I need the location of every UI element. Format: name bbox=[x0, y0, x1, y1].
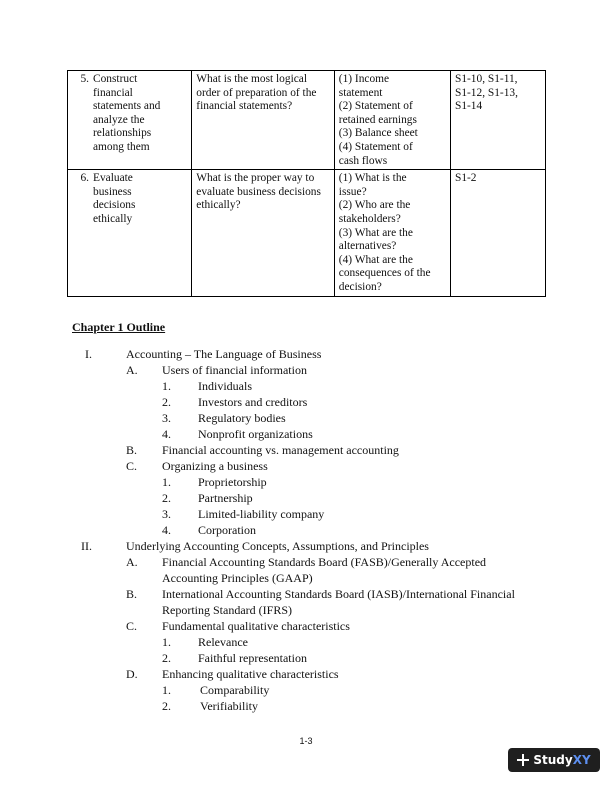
answer-cell bbox=[334, 170, 450, 296]
chapter-outline bbox=[0, 346, 612, 714]
outline-item bbox=[0, 602, 612, 618]
outline-marker: 2. bbox=[162, 395, 171, 409]
outline-marker: 4. bbox=[162, 427, 171, 441]
exercise-cell bbox=[450, 71, 545, 170]
outline-item bbox=[0, 650, 612, 666]
objective-line: relationships bbox=[93, 127, 152, 140]
outline-marker: C. bbox=[126, 619, 138, 633]
answer-line: cash flows bbox=[338, 154, 388, 167]
outline-item bbox=[0, 394, 612, 410]
outline-item bbox=[0, 506, 612, 522]
outline-marker: 2. bbox=[162, 699, 171, 713]
outline-marker: 3. bbox=[162, 411, 171, 425]
outline-item bbox=[0, 410, 612, 426]
exercise-line: S1-10, S1-11, bbox=[454, 73, 518, 85]
page-number: 1-3 bbox=[299, 736, 313, 746]
objective-line: statements and bbox=[93, 100, 161, 113]
objective-number: 5. bbox=[80, 73, 89, 85]
outline-marker: 1. bbox=[162, 379, 171, 393]
objective-number: 6. bbox=[80, 172, 89, 185]
outline-item bbox=[0, 538, 612, 554]
learning-objectives-table bbox=[67, 70, 546, 297]
question-line: What is the most logical bbox=[196, 73, 308, 85]
outline-item bbox=[0, 346, 612, 362]
table-row bbox=[68, 170, 546, 296]
outline-text: International Accounting Standards Board (IASB)/International Financial bbox=[162, 587, 515, 601]
outline-marker: 4. bbox=[162, 523, 171, 537]
outline-item bbox=[0, 586, 612, 602]
question-cell bbox=[192, 170, 334, 296]
objective-line: Construct bbox=[93, 73, 138, 85]
outline-item bbox=[0, 362, 612, 378]
outline-text: Enhancing qualitative characteristics bbox=[162, 667, 339, 681]
objective-line: business bbox=[93, 185, 132, 198]
outline-item bbox=[0, 634, 612, 650]
answer-line: issue? bbox=[338, 185, 367, 198]
question-cell bbox=[192, 71, 334, 170]
outline-text: Comparability bbox=[200, 683, 270, 697]
studyxy-badge[interactable] bbox=[508, 748, 600, 772]
question-line: What is the proper way to bbox=[196, 172, 315, 185]
outline-text: Accounting – The Language of Business bbox=[126, 347, 322, 361]
plus-icon bbox=[517, 754, 529, 766]
objective-line: among them bbox=[93, 140, 150, 153]
outline-marker: B. bbox=[126, 587, 138, 601]
answer-line: (3) What are the bbox=[338, 226, 413, 239]
outline-text: Partnership bbox=[198, 491, 253, 505]
outline-text: Users of financial information bbox=[162, 363, 307, 377]
outline-marker: A. bbox=[126, 555, 138, 569]
outline-text: Fundamental qualitative characteristics bbox=[162, 619, 350, 633]
chapter-outline-heading: Chapter 1 Outline bbox=[72, 320, 166, 334]
answer-line: alternatives? bbox=[338, 240, 397, 253]
outline-text: Reporting Standard (IFRS) bbox=[162, 603, 292, 617]
outline-marker: 3. bbox=[162, 507, 171, 521]
outline-item bbox=[0, 570, 612, 586]
outline-text: Individuals bbox=[198, 379, 252, 393]
objective-line: decisions bbox=[93, 199, 136, 212]
objective-line: financial bbox=[93, 86, 133, 99]
outline-text: Regulatory bodies bbox=[198, 411, 286, 425]
objective-text bbox=[93, 73, 179, 155]
question-line: financial statements? bbox=[196, 100, 293, 113]
outline-marker: B. bbox=[126, 443, 138, 457]
objective-line: Evaluate bbox=[93, 172, 133, 185]
outline-text: Verifiability bbox=[200, 699, 258, 713]
answer-line: statement bbox=[338, 86, 383, 99]
outline-marker: C. bbox=[126, 459, 138, 473]
outline-text: Corporation bbox=[198, 523, 256, 537]
outline-item bbox=[0, 698, 612, 714]
outline-text: Accounting Principles (GAAP) bbox=[162, 571, 313, 585]
outline-item bbox=[0, 618, 612, 634]
outline-marker: D. bbox=[126, 667, 138, 681]
outline-text: Proprietorship bbox=[198, 475, 267, 489]
outline-text: Underlying Accounting Concepts, Assumptions, and Principles bbox=[126, 539, 429, 553]
outline-text: Financial Accounting Standards Board (FASB)/Generally Accepted bbox=[162, 555, 487, 569]
outline-text: Organizing a business bbox=[162, 459, 268, 473]
objective-cell bbox=[68, 170, 192, 296]
outline-text: Limited-liability company bbox=[198, 507, 325, 521]
outline-marker: I. bbox=[85, 347, 92, 361]
exercise-line: S1-12, S1-13, bbox=[454, 86, 518, 99]
outline-marker: 2. bbox=[162, 651, 171, 665]
brand-accent: XY bbox=[572, 753, 591, 767]
outline-item bbox=[0, 378, 612, 394]
outline-item bbox=[0, 442, 612, 458]
answer-line: decision? bbox=[338, 280, 382, 293]
outline-text: Faithful representation bbox=[198, 651, 307, 665]
outline-marker: 1. bbox=[162, 635, 171, 649]
outline-item bbox=[0, 666, 612, 682]
outline-text: Investors and creditors bbox=[198, 395, 308, 409]
outline-marker: 1. bbox=[162, 475, 171, 489]
answer-line: (4) What are the bbox=[338, 253, 413, 266]
answer-line: (2) Statement of bbox=[338, 100, 413, 113]
question-line: order of preparation of the bbox=[196, 86, 317, 99]
outline-item bbox=[0, 554, 612, 570]
answer-line: (2) Who are the bbox=[338, 199, 411, 212]
outline-item bbox=[0, 474, 612, 490]
outline-text: Relevance bbox=[198, 635, 248, 649]
outline-marker: A. bbox=[126, 363, 138, 377]
outline-text: Nonprofit organizations bbox=[198, 427, 313, 441]
objective-text bbox=[93, 172, 179, 226]
outline-marker: 2. bbox=[162, 491, 171, 505]
outline-text: Financial accounting vs. management accounting bbox=[162, 443, 399, 457]
answer-line: (4) Statement of bbox=[338, 140, 413, 153]
exercise-cell bbox=[450, 170, 545, 296]
answer-line: retained earnings bbox=[338, 113, 417, 126]
table-row bbox=[68, 71, 546, 170]
answer-line: stakeholders? bbox=[338, 212, 401, 225]
answer-cell bbox=[334, 71, 450, 170]
outline-item bbox=[0, 522, 612, 538]
outline-item bbox=[0, 682, 612, 698]
outline-item bbox=[0, 490, 612, 506]
outline-item bbox=[0, 458, 612, 474]
outline-marker: 1. bbox=[162, 683, 171, 697]
question-line: evaluate business decisions bbox=[196, 185, 321, 198]
answer-line: consequences of the bbox=[338, 267, 431, 280]
outline-marker: II. bbox=[81, 539, 92, 553]
objective-cell bbox=[68, 71, 192, 170]
exercise-line: S1-14 bbox=[454, 100, 483, 113]
answer-line: (1) Income bbox=[338, 73, 390, 85]
outline-item bbox=[0, 426, 612, 442]
question-line: ethically? bbox=[196, 199, 241, 212]
exercise-line: S1-2 bbox=[454, 172, 477, 185]
answer-line: (3) Balance sheet bbox=[338, 127, 418, 140]
objective-line: ethically bbox=[93, 212, 133, 225]
objective-line: analyze the bbox=[93, 113, 145, 126]
brand-main: Study bbox=[533, 753, 573, 767]
answer-line: (1) What is the bbox=[338, 172, 407, 185]
